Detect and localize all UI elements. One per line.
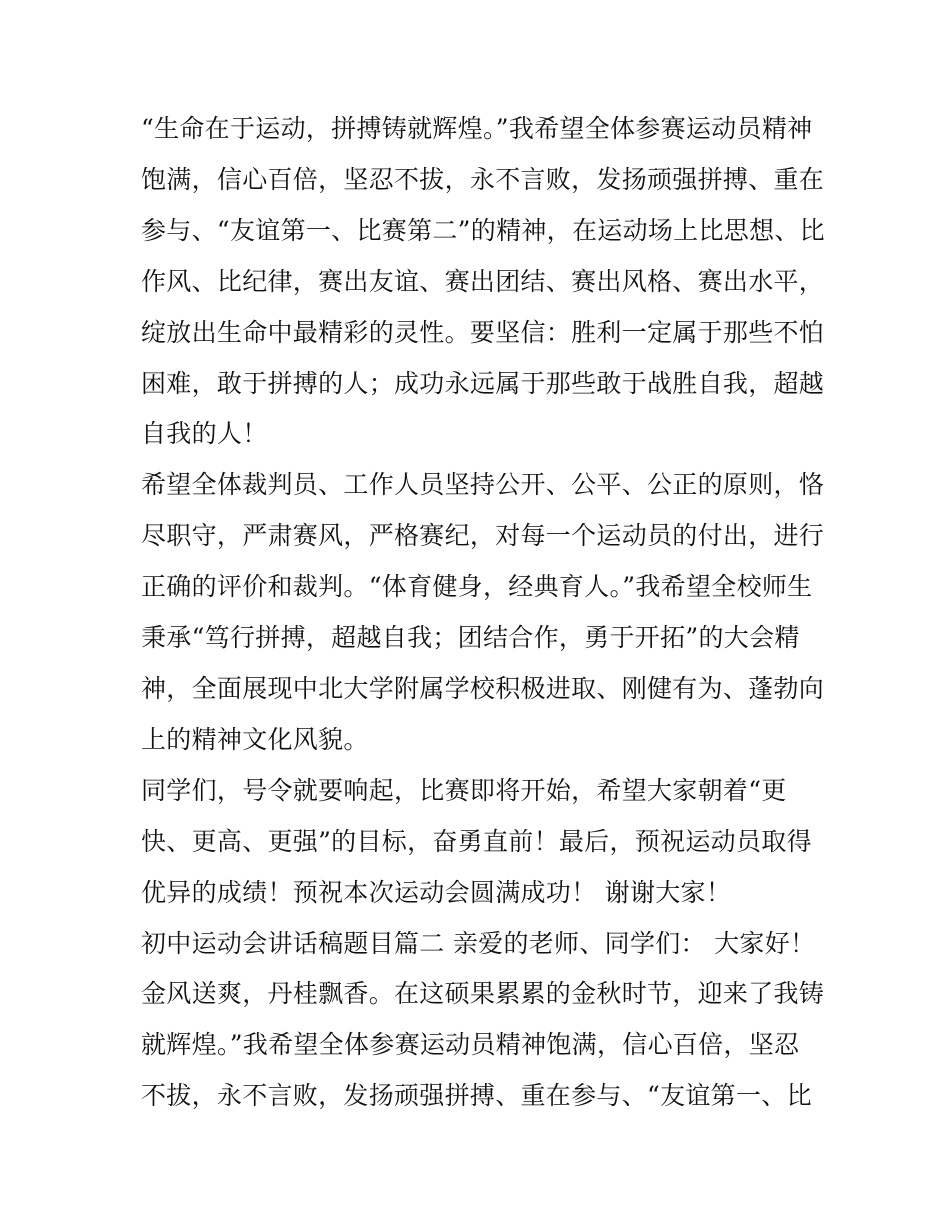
text-line: 上的精神文化风貌。 [141,724,369,754]
text-line: 初中运动会讲话稿题目篇二 亲爱的老师、同学们： 大家好！ [141,928,816,958]
text-line: 饱满，信心百倍，坚忍不拔，永不言败，发扬顽强拼搏、重在 [141,164,825,194]
text-line: 神，全面展现中北大学附属学校积极进取、刚健有为、蓬勃向 [141,673,825,703]
text-line: 优异的成绩！预祝本次运动会圆满成功！ 谢谢大家！ [141,877,732,907]
text-line: 参与、“友谊第一、比赛第二”的精神，在运动场上比思想、比 [141,215,825,245]
text-line: 希望全体裁判员、工作人员坚持公开、公平、公正的原则，恪 [141,470,825,500]
text-line: 困难，敢于拼搏的人；成功永远属于那些敢于战胜自我，超越 [141,368,825,398]
text-line: 正确的评价和裁判。“体育健身，经典育人。”我希望全校师生 [141,572,813,602]
text-line: 同学们，号令就要响起，比赛即将开始，希望大家朝着“更 [141,775,787,805]
text-line: 尽职守，严肃赛风，严格赛纪，对每一个运动员的付出，进行 [141,521,825,551]
text-line: 快、更高、更强”的目标，奋勇直前！最后，预祝运动员取得 [141,826,812,856]
text-line: 就辉煌。”我希望全体参赛运动员精神饱满，信心百倍，坚忍 [141,1030,800,1060]
text-line: 不拔，永不言败，发扬顽强拼搏、重在参与、“友谊第一、比 [141,1081,812,1111]
text-line: 金风送爽，丹桂飘香。在这硕果累累的金秋时节，迎来了我铸 [141,979,825,1009]
text-line: “生命在于运动，拼搏铸就辉煌。”我希望全体参赛运动员精神 [141,114,813,143]
document-page [141,104,825,1122]
text-line: 自我的人！ [141,419,268,449]
text-line: 作风、比纪律，赛出友谊、赛出团结、赛出风格、赛出水平， [141,266,825,296]
text-line: 绽放出生命中最精彩的灵性。要坚信：胜利一定属于那些不怕 [141,317,825,347]
text-line: 秉承“笃行拼搏，超越自我；团结合作，勇于开拓”的大会精 [141,623,800,653]
